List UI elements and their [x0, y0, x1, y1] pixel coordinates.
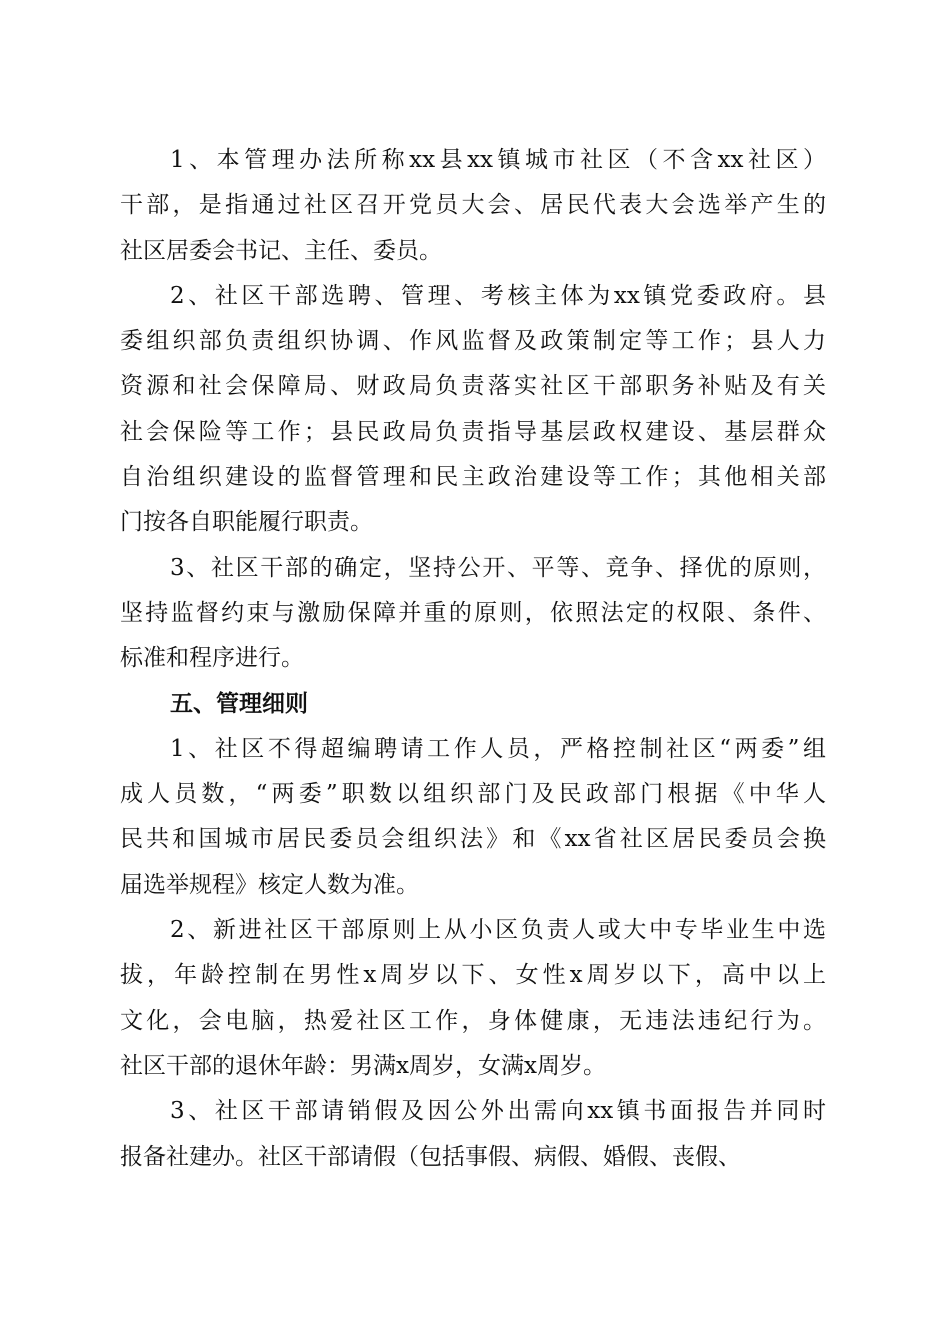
section-heading [120, 682, 826, 727]
paragraph [120, 1089, 826, 1180]
text-line: 自治组织建设的监督管理和民主政治建设等工作；其他相关部 [120, 464, 826, 491]
text-line: 社区干部的退休年龄：男满x周岁，女满x周岁。 [120, 1052, 606, 1079]
paragraph [120, 274, 826, 546]
text-line: 坚持监督约束与激励保障并重的原则，依照法定的权限、条件、 [120, 599, 826, 626]
text-line: 2、新进社区干部原则上从小区负责人或大中专毕业生中选 [170, 917, 826, 944]
text-line: 资源和社会保障局、财政局负责落实社区干部职务补贴及有关 [120, 373, 826, 400]
text-line: 五、管理细则 [170, 690, 308, 717]
text-line: 成人员数，“两委”职数以组织部门及民政部门根据《中华人 [120, 781, 826, 808]
text-line: 报备社建办。社区干部请假（包括事假、病假、婚假、丧假、 [120, 1143, 741, 1170]
text-line: 社区居委会书记、主任、委员。 [120, 237, 442, 264]
document-page [120, 138, 826, 1180]
text-line: 2、社区干部选聘、管理、考核主体为xx镇党委政府。县 [170, 282, 826, 309]
text-line: 社会保险等工作；县民政局负责指导基层政权建设、基层群众 [120, 418, 826, 445]
text-line: 门按各自职能履行职责。 [120, 509, 373, 536]
paragraph [120, 727, 826, 908]
text-line: 干部，是指通过社区召开党员大会、居民代表大会选举产生的 [120, 192, 826, 219]
text-line: 3、社区干部请销假及因公外出需向xx镇书面报告并同时 [170, 1098, 826, 1125]
text-line: 标准和程序进行。 [120, 645, 304, 672]
paragraph [120, 546, 826, 682]
text-line: 1、本管理办法所称xx县xx镇城市社区（不含xx社区） [170, 147, 826, 173]
paragraph [120, 908, 826, 1089]
text-line: 民共和国城市居民委员会组织法》和《xx省社区居民委员会换 [120, 826, 826, 853]
text-line: 拔，年龄控制在男性x周岁以下、女性x周岁以下，高中以上 [120, 962, 826, 989]
text-line: 文化，会电脑，热爱社区工作，身体健康，无违法违纪行为。 [120, 1007, 826, 1034]
text-line: 3、社区干部的确定，坚持公开、平等、竞争、择优的原则， [170, 554, 826, 581]
text-line: 1、社区不得超编聘请工作人员，严格控制社区“两委”组 [170, 735, 826, 762]
text-line: 委组织部负责组织协调、作风监督及政策制定等工作；县人力 [120, 328, 826, 355]
paragraph [120, 138, 826, 274]
text-line: 届选举规程》核定人数为准。 [120, 871, 419, 898]
